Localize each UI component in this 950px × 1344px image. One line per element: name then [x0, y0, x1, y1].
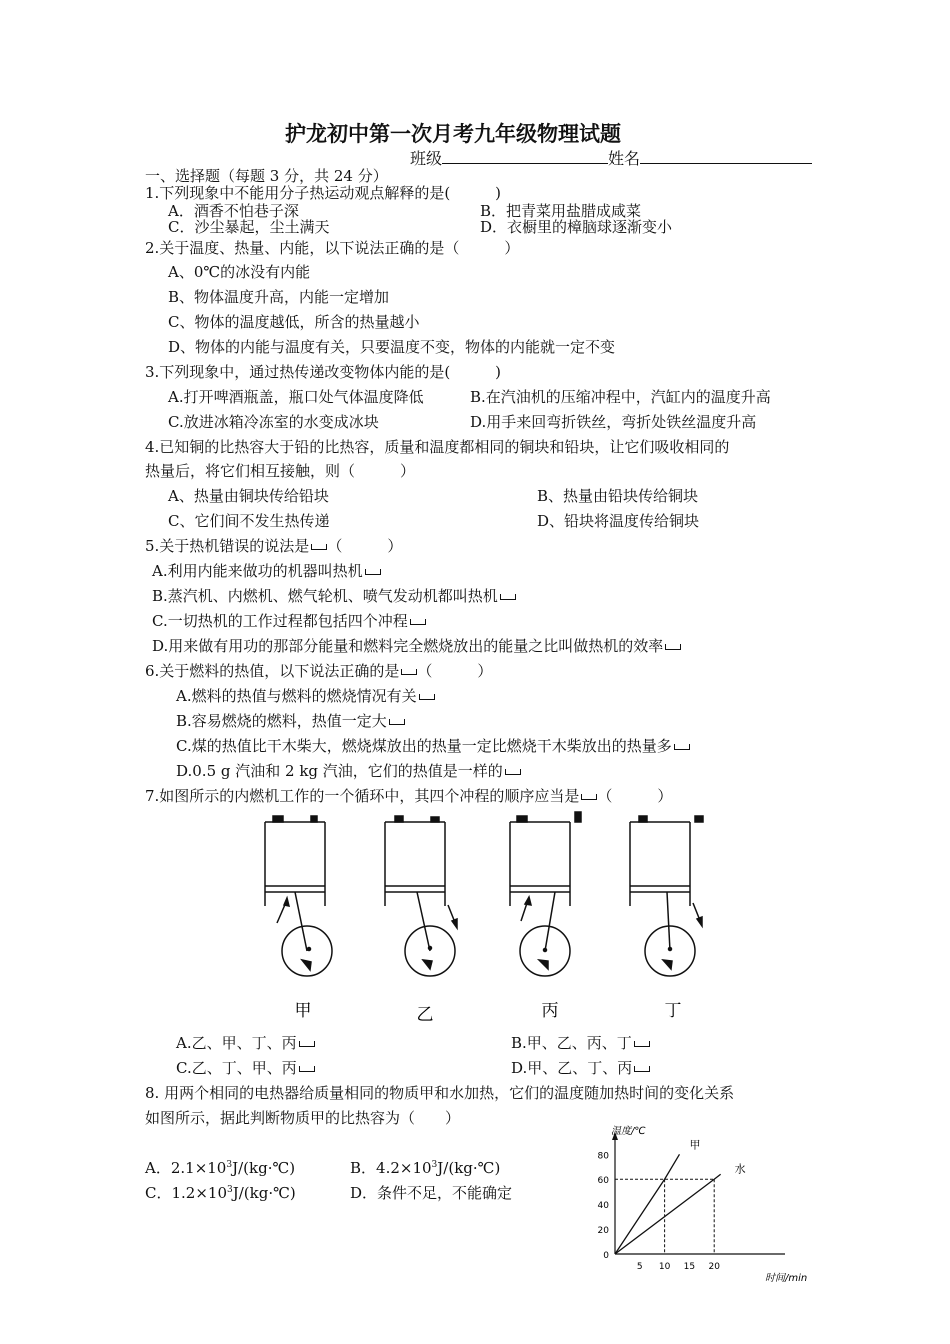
q7-option-a-text: A.乙、甲、丁、丙 [176, 1034, 297, 1052]
x-tick-label: 10 [658, 1262, 671, 1272]
q8-option-a [145, 1158, 295, 1178]
q3-option-a: A.打开啤酒瓶盖，瓶口处气体温度降低 [168, 388, 424, 406]
q8-option-a-unit: J/(kg·℃) [232, 1159, 296, 1177]
section-heading: 一、选择题（每题 3 分，共 24 分） [145, 167, 388, 185]
q7-option-d [511, 1058, 650, 1078]
edit-mark-icon [299, 1066, 315, 1072]
label-jia: 甲 [294, 1001, 312, 1021]
q5-option-c-text: C.一切热机的工作过程都包括四个冲程 [152, 612, 408, 630]
y-tick-label: 0 [603, 1251, 609, 1261]
q6-stem-text: 6.关于燃料的热值，以下说法正确的是 [145, 662, 400, 680]
q5-option-b [152, 586, 516, 606]
q4-option-a: A、热量由铜块传给铅块 [168, 487, 329, 505]
edit-mark-icon [634, 1066, 650, 1072]
class-label: 班级 [410, 149, 443, 168]
x-tick-label: 5 [636, 1262, 643, 1272]
q5-option-a [152, 561, 381, 581]
q2-option-d: D、物体的内能与温度有关，只要温度不变，物体的内能就一定不变 [168, 338, 616, 356]
q5-stem [145, 536, 402, 556]
q1-option-b: B．把青菜用盐腊成咸菜 [480, 202, 642, 220]
page-title: 护龙初中第一次月考九年级物理试题 [285, 121, 621, 146]
q1-option-d: D．衣橱里的樟脑球逐渐变小 [480, 218, 673, 236]
edit-mark-icon [299, 1041, 315, 1047]
q1-option-c: C．沙尘暴起，尘土满天 [168, 218, 330, 236]
q6-answer-paren: （ ） [417, 662, 493, 680]
q2-option-b: B、物体温度升高，内能一定增加 [168, 288, 390, 306]
q3-option-d: D.用手来回弯折铁丝，弯折处铁丝温度升高 [470, 413, 757, 431]
edit-mark-icon [401, 669, 417, 675]
q5-stem-text: 5.关于热机错误的说法是 [145, 537, 310, 555]
q8-stem-line1: 8. 用两个相同的电热器给质量相同的物质甲和水加热，它们的温度随加热时间的变化关系 [145, 1084, 735, 1102]
y-tick-label: 60 [597, 1176, 609, 1187]
q4-option-b: B、热量由铅块传给铜块 [537, 487, 699, 505]
q7-option-b [511, 1033, 650, 1053]
q1-stem: 1.下列现象中不能用分子热运动观点解释的是( ) [145, 184, 502, 202]
q7-option-b-text: B.甲、乙、丙、丁 [511, 1034, 632, 1052]
label-ding: 丁 [664, 1001, 682, 1021]
q7-answer-paren: （ ） [597, 787, 673, 805]
edit-mark-icon [581, 794, 597, 800]
q1-option-a: A．酒香不怕巷子深 [168, 202, 299, 220]
q8-option-c-base: C．1.2×10 [145, 1184, 227, 1202]
q2-option-c: C、物体的温度越低，所含的热量越小 [168, 313, 420, 331]
edit-mark-icon [500, 594, 516, 600]
q5-answer-paren: （ ） [327, 537, 403, 555]
name-label: 姓名 [608, 149, 641, 168]
q7-stem [145, 786, 672, 806]
q7-option-a [176, 1033, 315, 1053]
student-info [410, 148, 812, 169]
q5-option-d-text: D.用来做有用功的那部分能量和燃料完全燃烧放出的能量之比叫做热机的效率 [152, 637, 664, 655]
q6-option-c-text: C.煤的热值比干木柴大，燃烧煤放出的热量一定比燃烧干木柴放出的热量多 [176, 737, 672, 755]
edit-mark-icon [665, 644, 681, 650]
q8-option-a-base: A．2.1×10 [145, 1159, 227, 1177]
temperature-time-chart [590, 1118, 810, 1288]
edit-mark-icon [674, 744, 690, 750]
q4-stem-line2: 热量后，将它们相互接触，则（ ） [145, 462, 416, 480]
x-axis-label: 时间/min [765, 1273, 808, 1284]
cylinder-jia [265, 816, 332, 976]
edit-mark-icon [410, 619, 426, 625]
y-tick-label: 40 [597, 1201, 609, 1212]
edit-mark-icon [311, 544, 327, 550]
q8-option-b [350, 1158, 500, 1178]
q4-stem-line1: 4.已知铜的比热容大于铅的比热容，质量和温度都相同的铜块和铅块，让它们吸收相同的 [145, 438, 730, 456]
q2-stem: 2.关于温度、热量、内能，以下说法正确的是（ ） [145, 239, 520, 257]
q3-option-b: B.在汽油机的压缩冲程中，汽缸内的温度升高 [470, 388, 771, 406]
x-tick-label: 15 [683, 1262, 696, 1272]
q6-option-c [176, 736, 690, 756]
engine-strokes-figure [255, 808, 735, 1028]
q5-option-c [152, 611, 426, 631]
q7-option-c [176, 1058, 315, 1078]
q3-stem: 3.下列现象中，通过热传递改变物体内能的是( ) [145, 363, 502, 381]
x-tick-label: 20 [708, 1262, 720, 1272]
q3-option-c: C.放进冰箱冷冻室的水变成冰块 [168, 413, 379, 431]
q8-option-c-unit: J/(kg·℃) [232, 1184, 296, 1202]
q5-option-b-text: B.蒸汽机、内燃机、燃气轮机、喷气发动机都叫热机 [152, 587, 498, 605]
cylinder-bing [510, 812, 581, 976]
q7-option-c-text: C.乙、丁、甲、丙 [176, 1059, 297, 1077]
q5-option-d [152, 636, 681, 656]
series-line [615, 1174, 721, 1254]
q8-option-c [145, 1183, 296, 1203]
q6-option-b-text: B.容易燃烧的燃料，热值一定大 [176, 712, 387, 730]
q6-option-a-text: A.燃料的热值与燃料的燃烧情况有关 [176, 687, 417, 705]
q4-option-d: D、铅块将温度传给铜块 [537, 512, 700, 530]
series-label: 甲 [689, 1138, 701, 1152]
q8-option-c-exponent: 3 [227, 1185, 233, 1195]
q8-option-a-exponent: 3 [226, 1160, 233, 1170]
label-yi: 乙 [416, 1005, 434, 1025]
name-field[interactable] [640, 148, 812, 164]
q8-option-d: D．条件不足，不能确定 [350, 1184, 513, 1202]
q4-option-c: C、它们间不发生热传递 [168, 512, 330, 530]
q5-option-a-text: A.利用内能来做功的机器叫热机 [152, 562, 363, 580]
edit-mark-icon [365, 569, 381, 575]
q7-option-d-text: D.甲、乙、丁、丙 [511, 1059, 633, 1077]
series-line [615, 1154, 679, 1254]
q8-option-b-unit: J/(kg·℃) [437, 1159, 501, 1177]
q6-option-d-text: D.0.5 g 汽油和 2 kg 汽油，它们的热值是一样的 [176, 762, 503, 780]
y-axis-label: 温度/℃ [611, 1126, 646, 1137]
q7-stem-text: 7.如图所示的内燃机工作的一个循环中，其四个冲程的顺序应当是 [145, 787, 580, 805]
label-bing: 丙 [541, 1001, 559, 1021]
cylinder-ding [630, 816, 703, 976]
q6-option-a [176, 686, 435, 706]
q6-stem [145, 661, 492, 681]
cylinder-yi [385, 816, 457, 976]
edit-mark-icon [634, 1041, 650, 1047]
series-label: 水 [734, 1162, 746, 1176]
q2-option-a: A、0℃的冰没有内能 [168, 263, 311, 281]
y-tick-label: 80 [597, 1151, 609, 1162]
q8-option-b-base: B．4.2×10 [350, 1159, 432, 1177]
q6-option-b [176, 711, 405, 731]
q8-stem-line2: 如图所示，据此判断物质甲的比热容为（ ） [145, 1109, 461, 1127]
y-tick-label: 20 [597, 1226, 609, 1237]
q8-option-b-exponent: 3 [431, 1160, 438, 1170]
edit-mark-icon [505, 769, 521, 775]
edit-mark-icon [419, 694, 435, 700]
class-field[interactable] [442, 148, 608, 164]
edit-mark-icon [389, 719, 405, 725]
q6-option-d [176, 761, 521, 781]
